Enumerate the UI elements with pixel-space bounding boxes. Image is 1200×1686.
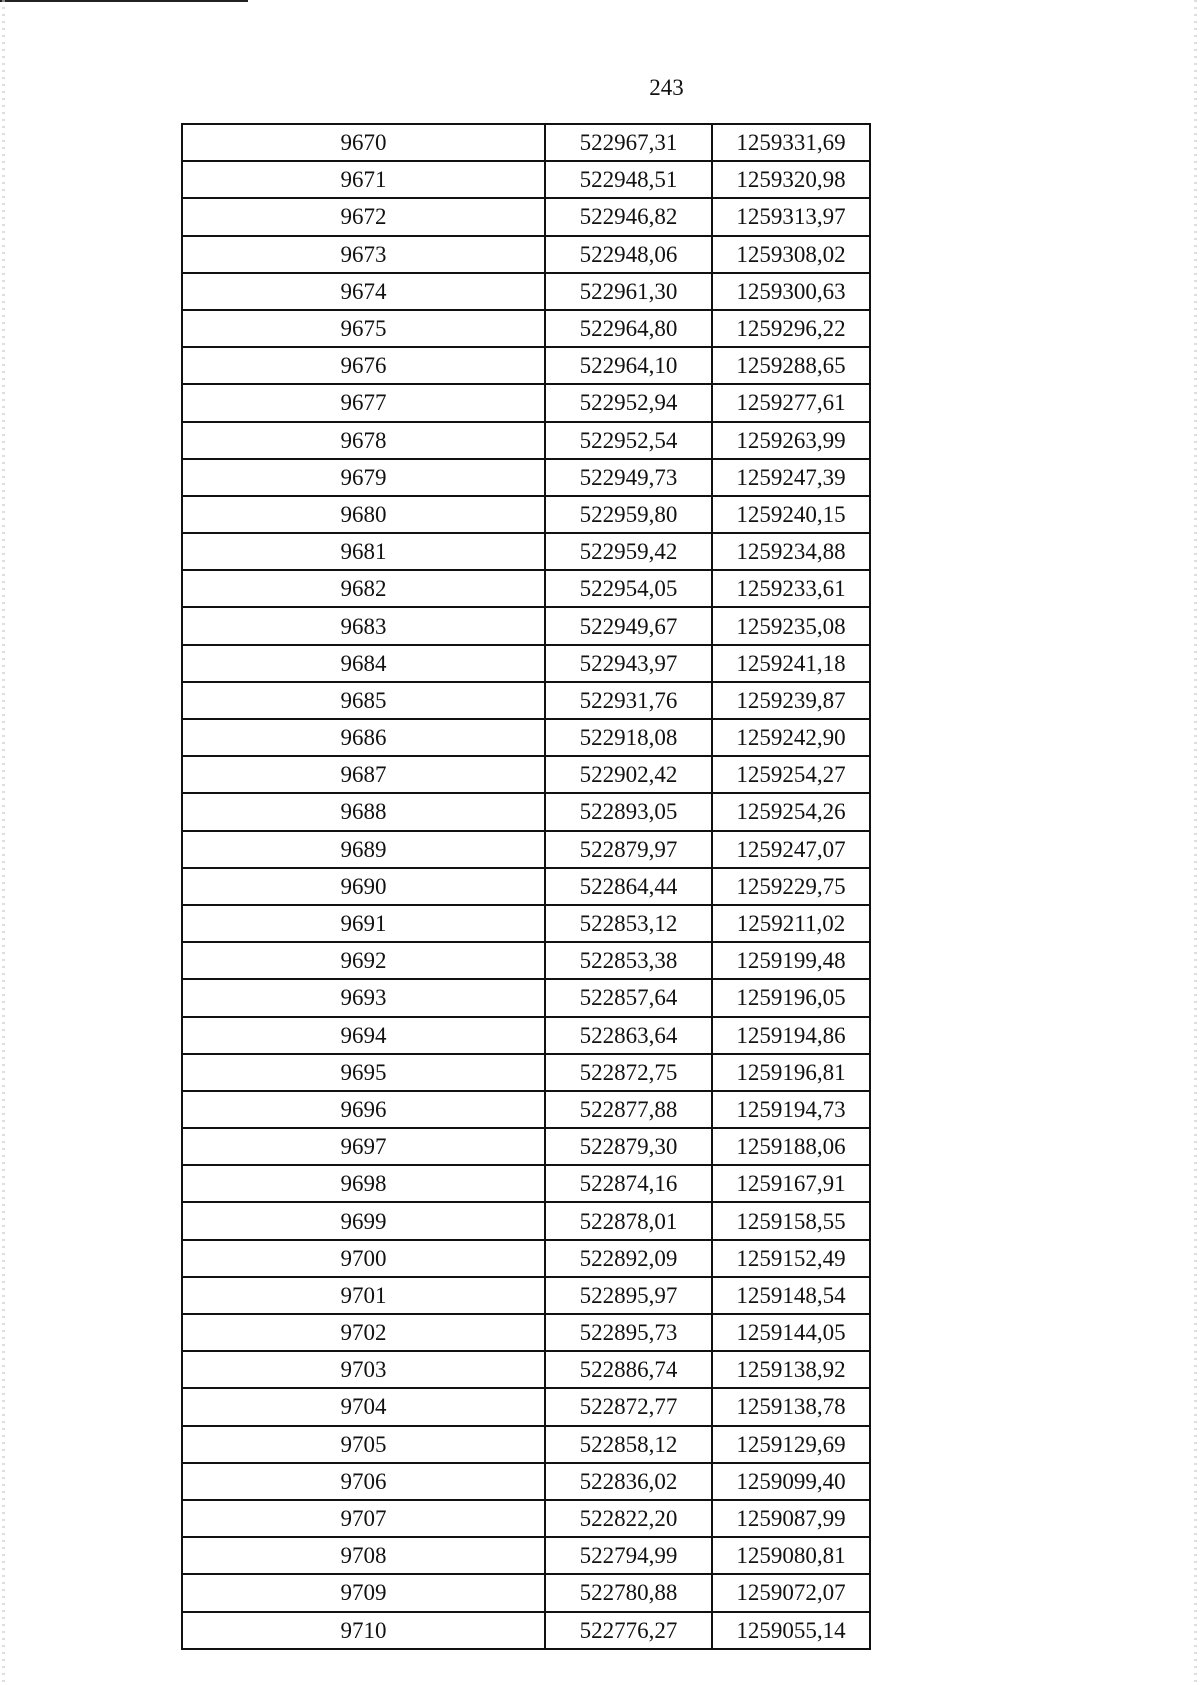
table-row: [182, 1240, 870, 1277]
x-coordinate-cell: 522893,05: [545, 793, 712, 830]
table-row: [182, 1165, 870, 1202]
point-number-cell: 9671: [182, 161, 545, 198]
table-row: [182, 1277, 870, 1314]
x-coordinate-cell: 522776,27: [545, 1612, 712, 1649]
x-coordinate-cell: 522853,38: [545, 942, 712, 979]
point-number-cell: 9670: [182, 124, 545, 161]
table-row: [182, 570, 870, 607]
table-row: [182, 1500, 870, 1537]
table-row: [182, 533, 870, 570]
y-coordinate-cell: 1259196,81: [712, 1054, 870, 1091]
table-row: [182, 979, 870, 1016]
point-number-cell: 9706: [182, 1463, 545, 1500]
page-number: 243: [649, 75, 684, 100]
y-coordinate-cell: 1259211,02: [712, 905, 870, 942]
table-row: [182, 124, 870, 161]
table-row: [182, 831, 870, 868]
table-row: [182, 161, 870, 198]
x-coordinate-cell: 522794,99: [545, 1537, 712, 1574]
table-row: [182, 1351, 870, 1388]
point-number-cell: 9695: [182, 1054, 545, 1091]
x-coordinate-cell: 522864,44: [545, 868, 712, 905]
point-number-cell: 9690: [182, 868, 545, 905]
table-row: [182, 1537, 870, 1574]
point-number-cell: 9689: [182, 831, 545, 868]
x-coordinate-cell: 522895,73: [545, 1314, 712, 1351]
y-coordinate-cell: 1259199,48: [712, 942, 870, 979]
x-coordinate-cell: 522952,54: [545, 422, 712, 459]
y-coordinate-cell: 1259138,92: [712, 1351, 870, 1388]
table-row: [182, 1574, 870, 1611]
point-number-cell: 9697: [182, 1128, 545, 1165]
y-coordinate-cell: 1259129,69: [712, 1426, 870, 1463]
point-number-cell: 9676: [182, 347, 545, 384]
y-coordinate-cell: 1259277,61: [712, 384, 870, 421]
table-row: [182, 273, 870, 310]
x-coordinate-cell: 522946,82: [545, 198, 712, 235]
x-coordinate-cell: 522874,16: [545, 1165, 712, 1202]
x-coordinate-cell: 522931,76: [545, 682, 712, 719]
table-row: [182, 347, 870, 384]
table-row: [182, 1426, 870, 1463]
x-coordinate-cell: 522879,97: [545, 831, 712, 868]
y-coordinate-cell: 1259296,22: [712, 310, 870, 347]
x-coordinate-cell: 522780,88: [545, 1574, 712, 1611]
table-row: [182, 1388, 870, 1425]
table-row: [182, 942, 870, 979]
coordinates-table-body: [182, 124, 870, 1649]
y-coordinate-cell: 1259087,99: [712, 1500, 870, 1537]
y-coordinate-cell: 1259188,06: [712, 1128, 870, 1165]
point-number-cell: 9703: [182, 1351, 545, 1388]
y-coordinate-cell: 1259167,91: [712, 1165, 870, 1202]
point-number-cell: 9678: [182, 422, 545, 459]
y-coordinate-cell: 1259247,39: [712, 459, 870, 496]
x-coordinate-cell: 522858,12: [545, 1426, 712, 1463]
table-row: [182, 756, 870, 793]
y-coordinate-cell: 1259099,40: [712, 1463, 870, 1500]
y-coordinate-cell: 1259233,61: [712, 570, 870, 607]
table-row: [182, 1463, 870, 1500]
x-coordinate-cell: 522952,94: [545, 384, 712, 421]
table-row: [182, 1054, 870, 1091]
point-number-cell: 9686: [182, 719, 545, 756]
x-coordinate-cell: 522863,64: [545, 1017, 712, 1054]
point-number-cell: 9708: [182, 1537, 545, 1574]
x-coordinate-cell: 522964,10: [545, 347, 712, 384]
x-coordinate-cell: 522943,97: [545, 645, 712, 682]
y-coordinate-cell: 1259148,54: [712, 1277, 870, 1314]
point-number-cell: 9701: [182, 1277, 545, 1314]
point-number-cell: 9705: [182, 1426, 545, 1463]
table-row: [182, 682, 870, 719]
x-coordinate-cell: 522879,30: [545, 1128, 712, 1165]
y-coordinate-cell: 1259331,69: [712, 124, 870, 161]
left-scan-edge: [2, 0, 5, 1686]
point-number-cell: 9709: [182, 1574, 545, 1611]
table-row: [182, 905, 870, 942]
top-edge-rule: [0, 0, 248, 2]
y-coordinate-cell: 1259158,55: [712, 1202, 870, 1239]
point-number-cell: 9679: [182, 459, 545, 496]
y-coordinate-cell: 1259138,78: [712, 1388, 870, 1425]
table-row: [182, 236, 870, 273]
y-coordinate-cell: 1259308,02: [712, 236, 870, 273]
x-coordinate-cell: 522902,42: [545, 756, 712, 793]
table-row: [182, 868, 870, 905]
y-coordinate-cell: 1259313,97: [712, 198, 870, 235]
point-number-cell: 9692: [182, 942, 545, 979]
y-coordinate-cell: 1259247,07: [712, 831, 870, 868]
point-number-cell: 9680: [182, 496, 545, 533]
point-number-cell: 9696: [182, 1091, 545, 1128]
y-coordinate-cell: 1259288,65: [712, 347, 870, 384]
point-number-cell: 9682: [182, 570, 545, 607]
x-coordinate-cell: 522959,42: [545, 533, 712, 570]
point-number-cell: 9675: [182, 310, 545, 347]
point-number-cell: 9673: [182, 236, 545, 273]
y-coordinate-cell: 1259196,05: [712, 979, 870, 1016]
table-row: [182, 1612, 870, 1649]
x-coordinate-cell: 522948,51: [545, 161, 712, 198]
x-coordinate-cell: 522872,75: [545, 1054, 712, 1091]
y-coordinate-cell: 1259300,63: [712, 273, 870, 310]
y-coordinate-cell: 1259194,86: [712, 1017, 870, 1054]
x-coordinate-cell: 522857,64: [545, 979, 712, 1016]
x-coordinate-cell: 522872,77: [545, 1388, 712, 1425]
point-number-cell: 9707: [182, 1500, 545, 1537]
y-coordinate-cell: 1259072,07: [712, 1574, 870, 1611]
table-row: [182, 793, 870, 830]
point-number-cell: 9700: [182, 1240, 545, 1277]
point-number-cell: 9683: [182, 607, 545, 644]
point-number-cell: 9674: [182, 273, 545, 310]
y-coordinate-cell: 1259263,99: [712, 422, 870, 459]
y-coordinate-cell: 1259320,98: [712, 161, 870, 198]
point-number-cell: 9699: [182, 1202, 545, 1239]
x-coordinate-cell: 522949,67: [545, 607, 712, 644]
y-coordinate-cell: 1259152,49: [712, 1240, 870, 1277]
point-number-cell: 9677: [182, 384, 545, 421]
y-coordinate-cell: 1259239,87: [712, 682, 870, 719]
point-number-cell: 9710: [182, 1612, 545, 1649]
table-row: [182, 645, 870, 682]
table-row: [182, 310, 870, 347]
point-number-cell: 9702: [182, 1314, 545, 1351]
point-number-cell: 9685: [182, 682, 545, 719]
y-coordinate-cell: 1259235,08: [712, 607, 870, 644]
table-row: [182, 1017, 870, 1054]
y-coordinate-cell: 1259234,88: [712, 533, 870, 570]
x-coordinate-cell: 522836,02: [545, 1463, 712, 1500]
table-row: [182, 198, 870, 235]
x-coordinate-cell: 522892,09: [545, 1240, 712, 1277]
table-row: [182, 1202, 870, 1239]
table-row: [182, 422, 870, 459]
x-coordinate-cell: 522948,06: [545, 236, 712, 273]
y-coordinate-cell: 1259254,26: [712, 793, 870, 830]
table-row: [182, 459, 870, 496]
table-row: [182, 384, 870, 421]
point-number-cell: 9704: [182, 1388, 545, 1425]
x-coordinate-cell: 522954,05: [545, 570, 712, 607]
y-coordinate-cell: 1259240,15: [712, 496, 870, 533]
x-coordinate-cell: 522967,31: [545, 124, 712, 161]
table-row: [182, 496, 870, 533]
x-coordinate-cell: 522877,88: [545, 1091, 712, 1128]
y-coordinate-cell: 1259229,75: [712, 868, 870, 905]
x-coordinate-cell: 522959,80: [545, 496, 712, 533]
point-number-cell: 9694: [182, 1017, 545, 1054]
table-row: [182, 1128, 870, 1165]
y-coordinate-cell: 1259055,14: [712, 1612, 870, 1649]
x-coordinate-cell: 522878,01: [545, 1202, 712, 1239]
table-row: [182, 719, 870, 756]
y-coordinate-cell: 1259144,05: [712, 1314, 870, 1351]
x-coordinate-cell: 522822,20: [545, 1500, 712, 1537]
x-coordinate-cell: 522918,08: [545, 719, 712, 756]
y-coordinate-cell: 1259194,73: [712, 1091, 870, 1128]
x-coordinate-cell: 522961,30: [545, 273, 712, 310]
y-coordinate-cell: 1259242,90: [712, 719, 870, 756]
coordinates-table: [181, 123, 871, 1650]
table-row: [182, 607, 870, 644]
y-coordinate-cell: 1259254,27: [712, 756, 870, 793]
table-row: [182, 1091, 870, 1128]
x-coordinate-cell: 522964,80: [545, 310, 712, 347]
x-coordinate-cell: 522895,97: [545, 1277, 712, 1314]
point-number-cell: 9684: [182, 645, 545, 682]
point-number-cell: 9693: [182, 979, 545, 1016]
table-row: [182, 1314, 870, 1351]
point-number-cell: 9681: [182, 533, 545, 570]
point-number-cell: 9672: [182, 198, 545, 235]
point-number-cell: 9691: [182, 905, 545, 942]
point-number-cell: 9688: [182, 793, 545, 830]
x-coordinate-cell: 522949,73: [545, 459, 712, 496]
right-scan-edge: [1194, 0, 1197, 1686]
y-coordinate-cell: 1259080,81: [712, 1537, 870, 1574]
x-coordinate-cell: 522886,74: [545, 1351, 712, 1388]
point-number-cell: 9687: [182, 756, 545, 793]
point-number-cell: 9698: [182, 1165, 545, 1202]
y-coordinate-cell: 1259241,18: [712, 645, 870, 682]
x-coordinate-cell: 522853,12: [545, 905, 712, 942]
